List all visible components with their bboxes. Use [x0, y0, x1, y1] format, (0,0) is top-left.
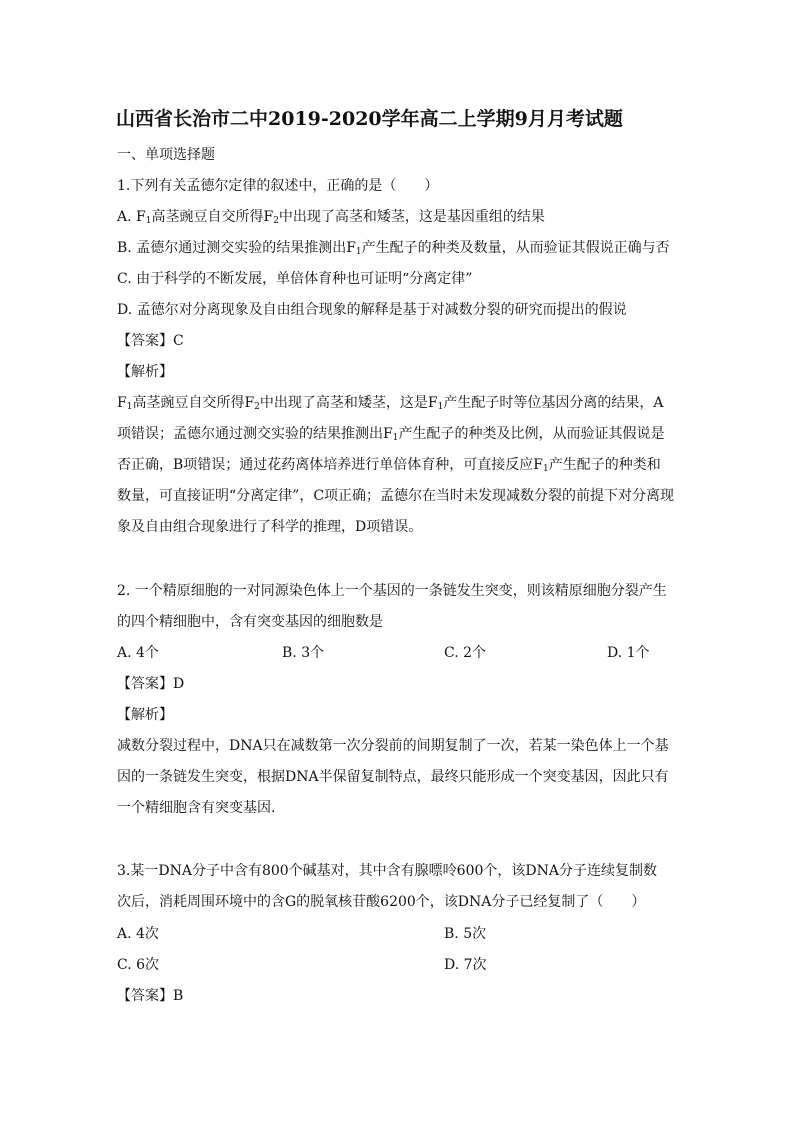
q1-answer: 【答案】C: [117, 333, 184, 349]
q2-analysis-label: 【解析】: [117, 707, 173, 723]
q1-analysis-text: 否正确，B项错误；通过花药离体培养进行单倍体育种，可直接反应F: [117, 457, 544, 473]
q2-analysis-line-3: 一个精细胞含有突变基因.: [117, 800, 276, 816]
q1-analysis-text: 产生配子的种类及比例，从而验证其假说是: [398, 426, 665, 442]
section-heading: 一、单项选择题: [117, 147, 215, 163]
q3-stem-line-1: 3.某一DNA分子中含有800个碱基对，其中含有腺嘌呤600个，该DNA分子连续复制数: [117, 863, 657, 879]
q1-option-a: [117, 208, 545, 230]
q3-option-c: C. 6次: [117, 957, 160, 973]
q1-option-b-suffix: 产生配子的种类及数量，从而验证其假说正确与否: [361, 240, 670, 256]
q3-stem-line-2: 次后，消耗周围环境中的含G的脱氧核苷酸6200个，该DNA分子已经复制了（ ）: [117, 894, 646, 910]
q1-option-d: D. 孟德尔对分离现象及自由组合现象的解释是基于对减数分裂的研究而提出的假说: [117, 302, 627, 318]
q1-analysis-line-3: [117, 456, 661, 478]
page-title: 山西省长治市二中2019-2020学年高二上学期9月月考试题: [116, 108, 623, 130]
q2-stem-line-1: 2. 一个精原细胞的一对同源染色体上一个基因的一条链发生突变，则该精原细胞分裂产生: [117, 583, 667, 599]
q1-analysis-label: 【解析】: [117, 364, 173, 380]
q1-analysis-text: 产生配子时等位基因分离的结果，A: [443, 395, 664, 411]
q2-analysis-line-1: 减数分裂过程中，DNA只在减数第一次分裂前的间期复制了一次，若某一染色体上一个基: [117, 738, 669, 754]
q1-option-b-prefix: B. 孟德尔通过测交实验的结果推测出F: [117, 240, 356, 256]
q3-option-b: B. 5次: [444, 926, 487, 942]
q3-answer: 【答案】B: [117, 988, 184, 1004]
q2-analysis-line-2: 因的一条链发生突变，根据DNA半保留复制特点，最终只能形成一个突变基因，因此只有: [117, 769, 669, 785]
q1-analysis-line-5: 象及自由组合现象进行了科学的推理，D项错误。: [117, 519, 423, 535]
q1-analysis-text: 项错误；孟德尔通过测交实验的结果推测出F: [117, 426, 393, 442]
subscript: 1: [355, 247, 362, 257]
q1-analysis-line-4: 数量，可直接证明“分离定律”，C项正确；孟德尔在当时未发现减数分裂的前提下对分离现: [117, 488, 675, 504]
subscript: 2: [273, 216, 279, 226]
q1-option-a-prefix: A. F: [117, 209, 146, 225]
q2-stem-line-2: 的四个精细胞中，含有突变基因的细胞数是: [117, 614, 383, 630]
subscript: 1: [543, 464, 549, 474]
q2-option-a: A. 4个: [117, 645, 159, 661]
q2-option-c: C. 2个: [444, 645, 487, 661]
q1-analysis-text: F: [117, 395, 127, 411]
q2-option-d: D. 1个: [607, 645, 650, 661]
q1-analysis-text: 高茎豌豆自交所得F: [132, 395, 255, 411]
subscript: 1: [437, 402, 444, 412]
q1-stem: 1.下列有关孟德尔定律的叙述中，正确的是（ ）: [117, 178, 439, 194]
q2-answer: 【答案】D: [117, 676, 185, 692]
subscript: 1: [392, 433, 399, 443]
q1-option-a-mid: 高茎豌豆自交所得F: [151, 209, 274, 225]
subscript: 1: [126, 402, 133, 412]
q2-option-b: B. 3个: [282, 645, 325, 661]
q1-analysis-line-1: [117, 394, 663, 416]
q1-analysis-text: 中出现了高茎和矮茎，这是F: [259, 395, 438, 411]
q1-option-c: C. 由于科学的不断发展，单倍体育种也可证明“分离定律”: [117, 271, 473, 287]
q1-option-b: [117, 239, 670, 261]
subscript: 2: [254, 402, 260, 412]
subscript: 1: [145, 216, 152, 226]
q1-option-a-suffix: 中出现了高茎和矮茎，这是基因重组的结果: [278, 209, 545, 225]
q3-option-a: A. 4次: [117, 926, 159, 942]
q3-option-d: D. 7次: [444, 957, 487, 973]
q1-analysis-text: 产生配子的种类和: [548, 457, 661, 473]
q1-analysis-line-2: [117, 425, 664, 447]
